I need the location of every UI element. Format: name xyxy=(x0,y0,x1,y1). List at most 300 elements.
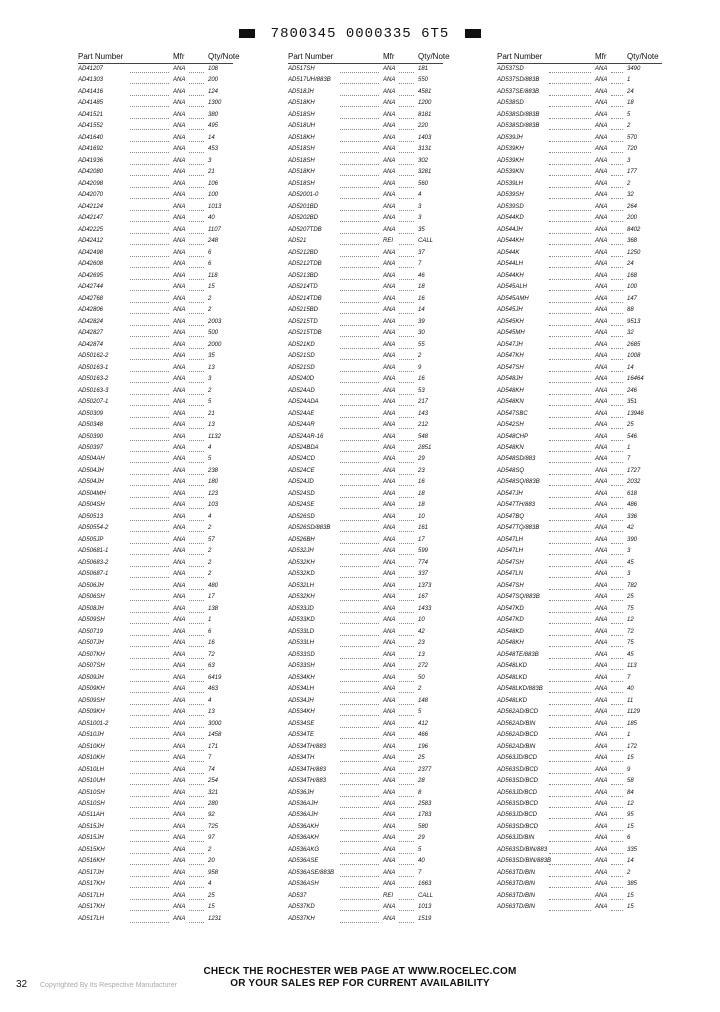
manufacturer: ANA xyxy=(383,801,396,807)
leader-dots xyxy=(130,922,169,923)
leader-dots xyxy=(611,129,623,130)
leader-dots xyxy=(189,922,204,923)
manufacturer: ANA xyxy=(595,858,608,865)
table-row xyxy=(497,144,707,155)
manufacturer: ANA xyxy=(383,559,396,566)
part-number: AD534JH xyxy=(288,697,314,704)
manufacturer: ANA xyxy=(173,180,186,187)
quantity: 11 xyxy=(627,697,634,704)
manufacturer: ANA xyxy=(173,203,186,210)
quantity: 570 xyxy=(627,134,638,141)
leader-dots xyxy=(399,910,414,911)
leader-dots xyxy=(130,210,169,211)
quantity: 321 xyxy=(208,789,219,796)
manufacturer: ANA xyxy=(383,617,396,624)
leader-dots xyxy=(549,394,591,395)
leader-dots xyxy=(189,325,204,326)
manufacturer: ANA xyxy=(383,261,396,268)
manufacturer: ANA xyxy=(595,640,608,647)
quantity: 412 xyxy=(418,720,429,727)
leader-dots xyxy=(399,382,414,383)
leader-dots xyxy=(189,899,204,900)
leader-dots xyxy=(130,658,169,659)
part-number: AD521SD xyxy=(288,353,315,360)
quantity: 32 xyxy=(627,192,634,199)
leader-dots xyxy=(549,279,591,280)
table-row xyxy=(288,891,488,902)
quantity: 200 xyxy=(627,215,638,222)
leader-dots xyxy=(611,566,623,567)
part-number: AD548LKD/883B xyxy=(497,686,543,693)
leader-dots xyxy=(189,175,204,176)
quantity: 2 xyxy=(208,387,212,394)
part-number: AD547TQ/883B xyxy=(497,525,540,532)
manufacturer: ANA xyxy=(595,215,608,222)
part-number: AD532KH xyxy=(288,559,315,566)
quantity: 55 xyxy=(418,341,425,348)
manufacturer: ANA xyxy=(173,823,186,830)
part-number: AD504JH xyxy=(78,479,104,486)
leader-dots xyxy=(549,210,591,211)
leader-dots xyxy=(549,371,591,372)
leader-dots xyxy=(189,233,204,234)
leader-dots xyxy=(130,95,169,96)
quantity: 14 xyxy=(627,858,634,865)
quantity: 100 xyxy=(208,192,219,199)
table-row xyxy=(497,879,707,890)
part-number: AD548KD xyxy=(497,628,524,635)
table-row xyxy=(497,305,707,316)
manufacturer: ANA xyxy=(383,341,396,348)
manufacturer: ANA xyxy=(173,387,186,394)
table-row xyxy=(78,317,278,328)
leader-dots xyxy=(340,830,379,831)
quantity: 84 xyxy=(627,789,634,796)
table-row xyxy=(78,776,278,787)
quantity: 2 xyxy=(627,180,631,187)
manufacturer: ANA xyxy=(173,846,186,853)
part-number: AD547BQ xyxy=(497,513,525,520)
part-number: AD42824 xyxy=(78,318,104,325)
part-number: AD41936 xyxy=(78,157,104,164)
leader-dots xyxy=(189,876,204,877)
manufacturer: ANA xyxy=(595,307,608,314)
quantity: 480 xyxy=(208,582,219,589)
table-row xyxy=(78,202,278,213)
part-number: AD547SH xyxy=(497,364,524,371)
quantity: 6 xyxy=(627,835,631,842)
manufacturer: ANA xyxy=(595,594,608,601)
table-row xyxy=(288,627,488,638)
leader-dots xyxy=(549,382,591,383)
table-row xyxy=(497,75,707,86)
part-number: AD538SD/883B xyxy=(497,123,540,130)
leader-dots xyxy=(130,256,169,257)
leader-dots xyxy=(130,887,169,888)
manufacturer: ANA xyxy=(173,789,186,796)
manufacturer: ANA xyxy=(173,674,186,681)
leader-dots xyxy=(340,910,379,911)
leader-dots xyxy=(189,428,204,429)
table-row xyxy=(497,386,707,397)
leader-dots xyxy=(189,141,204,142)
quantity: 35 xyxy=(418,226,425,233)
leader-dots xyxy=(130,485,169,486)
table-row xyxy=(288,730,488,741)
leader-dots xyxy=(399,256,414,257)
table-row xyxy=(78,271,278,282)
quantity: 75 xyxy=(627,605,634,612)
leader-dots xyxy=(399,658,414,659)
leader-dots xyxy=(340,508,379,509)
leader-dots xyxy=(611,554,623,555)
quantity: 9 xyxy=(627,766,631,773)
manufacturer: ANA xyxy=(595,410,608,417)
leader-dots xyxy=(340,233,379,234)
table-row xyxy=(288,535,488,546)
leader-dots xyxy=(189,485,204,486)
quantity: 2685 xyxy=(627,341,641,348)
table-row xyxy=(497,845,707,856)
part-number: AD50163-2 xyxy=(78,376,109,383)
table-row xyxy=(78,868,278,879)
leader-dots xyxy=(611,348,623,349)
part-number: AD563JD/BIN xyxy=(497,835,535,842)
manufacturer: ANA xyxy=(383,686,396,693)
part-number: AD52001-0 xyxy=(288,192,319,199)
table-row xyxy=(288,489,488,500)
manufacturer: ANA xyxy=(173,743,186,750)
table-row xyxy=(497,454,707,465)
manufacturer: ANA xyxy=(595,77,608,84)
manufacturer: ANA xyxy=(173,536,186,543)
manufacturer: ANA xyxy=(173,169,186,176)
manufacturer: ANA xyxy=(595,835,608,842)
manufacturer: ANA xyxy=(383,422,396,429)
leader-dots xyxy=(399,738,414,739)
table-row xyxy=(288,719,488,730)
leader-dots xyxy=(611,669,623,670)
part-number: AD532LH xyxy=(288,582,315,589)
leader-dots xyxy=(611,313,623,314)
manufacturer: ANA xyxy=(595,479,608,486)
manufacturer: ANA xyxy=(595,180,608,187)
quantity: 385 xyxy=(627,881,638,888)
manufacturer: ANA xyxy=(383,249,396,256)
part-number: AD537SD/883B xyxy=(497,77,540,84)
table-row xyxy=(497,374,707,385)
leader-dots xyxy=(340,681,379,682)
table-row xyxy=(497,512,707,523)
leader-dots xyxy=(130,152,169,153)
leader-dots xyxy=(399,106,414,107)
part-number: AD547SBC xyxy=(497,410,528,417)
leader-dots xyxy=(189,210,204,211)
leader-dots xyxy=(189,451,204,452)
manufacturer: ANA xyxy=(595,226,608,233)
manufacturer: ANA xyxy=(173,111,186,118)
leader-dots xyxy=(611,807,623,808)
part-number: AD563JD/BCD xyxy=(497,755,538,762)
leader-dots xyxy=(549,566,591,567)
leader-dots xyxy=(549,807,591,808)
leader-dots xyxy=(611,761,623,762)
quantity: 15 xyxy=(627,904,634,911)
manufacturer: ANA xyxy=(383,88,396,95)
manufacturer: ANA xyxy=(595,203,608,210)
leader-dots xyxy=(549,129,591,130)
header-part: Part Number xyxy=(78,52,124,61)
leader-dots xyxy=(611,773,623,774)
leader-dots xyxy=(399,922,414,923)
leader-dots xyxy=(611,290,623,291)
part-number: AD524SE xyxy=(288,502,315,509)
quantity: 4581 xyxy=(418,88,432,95)
part-number: AD510SH xyxy=(78,789,105,796)
table-row xyxy=(78,213,278,224)
leader-dots xyxy=(340,784,379,785)
quantity: 1 xyxy=(208,617,212,624)
quantity: 1 xyxy=(627,444,631,451)
quantity: 32 xyxy=(627,330,634,337)
table-row xyxy=(288,87,488,98)
table-row xyxy=(497,110,707,121)
leader-dots xyxy=(399,164,414,165)
leader-dots xyxy=(130,336,169,337)
leader-dots xyxy=(611,910,623,911)
quantity: 181 xyxy=(418,66,429,72)
quantity: 2 xyxy=(208,571,212,578)
table-row xyxy=(497,558,707,569)
leader-dots xyxy=(340,796,379,797)
quantity: 2 xyxy=(208,559,212,566)
leader-dots xyxy=(189,348,204,349)
part-number: AD563SD/BCD xyxy=(497,823,539,830)
quantity: 28 xyxy=(418,778,425,785)
quantity: 390 xyxy=(627,536,638,543)
leader-dots xyxy=(611,577,623,578)
leader-dots xyxy=(130,738,169,739)
part-number: AD524JD xyxy=(288,479,314,486)
leader-dots xyxy=(611,440,623,441)
part-number: AD50348 xyxy=(78,422,104,429)
quantity: 171 xyxy=(208,743,219,750)
leader-dots xyxy=(340,83,379,84)
quantity: 18 xyxy=(418,502,425,509)
leader-dots xyxy=(189,497,204,498)
quantity: 1300 xyxy=(208,100,222,107)
table-row xyxy=(497,466,707,477)
quantity: 74 xyxy=(208,766,215,773)
table-row xyxy=(497,477,707,488)
quantity: 1013 xyxy=(208,203,222,210)
quantity: 15 xyxy=(208,284,215,291)
leader-dots xyxy=(549,715,591,716)
manufacturer: ANA xyxy=(595,892,608,899)
manufacturer: ANA xyxy=(173,766,186,773)
table-row xyxy=(288,638,488,649)
part-number: AD42827 xyxy=(78,330,104,337)
leader-dots xyxy=(340,807,379,808)
table-row xyxy=(288,225,488,236)
leader-dots xyxy=(130,244,169,245)
quantity: 148 xyxy=(418,697,429,704)
leader-dots xyxy=(340,106,379,107)
leader-dots xyxy=(399,773,414,774)
leader-dots xyxy=(399,899,414,900)
leader-dots xyxy=(549,152,591,153)
leader-dots xyxy=(340,887,379,888)
manufacturer: ANA xyxy=(595,536,608,543)
leader-dots xyxy=(399,198,414,199)
leader-dots xyxy=(189,520,204,521)
table-row xyxy=(288,523,488,534)
quantity: 1013 xyxy=(418,904,432,911)
leader-dots xyxy=(130,382,169,383)
manufacturer: ANA xyxy=(595,66,608,72)
column-header xyxy=(288,50,488,64)
leader-dots xyxy=(611,830,623,831)
part-number: AD507JH xyxy=(78,640,104,647)
leader-dots xyxy=(399,279,414,280)
leader-dots xyxy=(399,359,414,360)
leader-dots xyxy=(189,612,204,613)
quantity: 272 xyxy=(418,663,429,670)
leader-dots xyxy=(130,899,169,900)
leader-dots xyxy=(130,841,169,842)
part-number: AD521SD xyxy=(288,364,315,371)
manufacturer: ANA xyxy=(173,295,186,302)
quantity: 3 xyxy=(418,215,422,222)
quantity: 143 xyxy=(418,410,429,417)
leader-dots xyxy=(340,313,379,314)
leader-dots xyxy=(189,336,204,337)
leader-dots xyxy=(189,417,204,418)
leader-dots xyxy=(399,451,414,452)
quantity: 2 xyxy=(418,686,422,693)
leader-dots xyxy=(189,635,204,636)
leader-dots xyxy=(130,784,169,785)
table-row xyxy=(78,328,278,339)
quantity: 2 xyxy=(627,123,631,130)
leader-dots xyxy=(130,531,169,532)
leader-dots xyxy=(549,474,591,475)
part-number: AD538SD xyxy=(497,100,524,107)
manufacturer: ANA xyxy=(595,582,608,589)
manufacturer: ANA xyxy=(595,571,608,578)
leader-dots xyxy=(399,267,414,268)
quantity: 3 xyxy=(208,157,212,164)
leader-dots xyxy=(611,704,623,705)
table-row xyxy=(78,581,278,592)
part-number: AD41485 xyxy=(78,100,104,107)
part-number: AD548KH xyxy=(497,640,524,647)
manufacturer: ANA xyxy=(383,846,396,853)
table-row xyxy=(288,592,488,603)
leader-dots xyxy=(340,164,379,165)
manufacturer: ANA xyxy=(173,479,186,486)
table-row xyxy=(497,546,707,557)
page-number: 32 xyxy=(16,979,28,990)
leader-dots xyxy=(399,210,414,211)
table-row xyxy=(78,489,278,500)
leader-dots xyxy=(549,462,591,463)
quantity: 8 xyxy=(418,789,422,796)
parts-column-1 xyxy=(78,50,278,925)
table-row xyxy=(78,535,278,546)
quantity: 254 xyxy=(208,778,219,785)
part-number: AD42124 xyxy=(78,203,104,210)
quantity: 1373 xyxy=(418,582,432,589)
part-number: AD5215TD xyxy=(288,318,318,325)
part-number: AD539KH xyxy=(497,157,524,164)
manufacturer: ANA xyxy=(383,823,396,830)
quantity: 39 xyxy=(418,318,425,325)
table-row xyxy=(288,569,488,580)
part-number: AD544KH xyxy=(497,238,524,245)
manufacturer: ANA xyxy=(383,513,396,520)
column-header xyxy=(497,50,707,64)
quantity: 280 xyxy=(208,801,219,807)
leader-dots xyxy=(130,520,169,521)
leader-dots xyxy=(549,796,591,797)
leader-dots xyxy=(549,325,591,326)
manufacturer: ANA xyxy=(383,732,396,739)
table-row xyxy=(78,156,278,167)
leader-dots xyxy=(130,623,169,624)
table-row xyxy=(288,305,488,316)
leader-dots xyxy=(399,118,414,119)
leader-dots xyxy=(611,451,623,452)
part-number: AD533LD xyxy=(288,628,315,635)
table-row xyxy=(288,615,488,626)
part-number: AD547KD xyxy=(497,605,524,612)
leader-dots xyxy=(130,864,169,865)
manufacturer: ANA xyxy=(383,778,396,785)
leader-dots xyxy=(549,738,591,739)
leader-dots xyxy=(549,830,591,831)
manufacturer: ANA xyxy=(595,433,608,440)
part-number: AD562AD/BIN xyxy=(497,720,536,727)
table-row xyxy=(288,546,488,557)
part-number: AD534LH xyxy=(288,686,315,693)
leader-dots xyxy=(189,244,204,245)
quantity: 15 xyxy=(208,904,215,911)
quantity: 12 xyxy=(627,801,634,807)
part-number: AD545JH xyxy=(497,307,523,314)
leader-dots xyxy=(189,887,204,888)
part-number: AD518UH xyxy=(288,123,316,130)
table-row xyxy=(78,374,278,385)
manufacturer: ANA xyxy=(173,88,186,95)
manufacturer: ANA xyxy=(595,617,608,624)
leader-dots xyxy=(340,129,379,130)
manufacturer: ANA xyxy=(383,663,396,670)
leader-dots xyxy=(130,669,169,670)
part-number: AD50207-1 xyxy=(78,399,109,406)
table-row xyxy=(78,363,278,374)
part-number: AD532KD xyxy=(288,571,315,578)
part-number: AD537SD xyxy=(497,66,524,72)
manufacturer: ANA xyxy=(173,261,186,268)
table-row xyxy=(288,742,488,753)
manufacturer: ANA xyxy=(173,376,186,383)
leader-dots xyxy=(611,175,623,176)
leader-dots xyxy=(611,738,623,739)
leader-dots xyxy=(340,290,379,291)
leader-dots xyxy=(340,899,379,900)
leader-dots xyxy=(189,784,204,785)
